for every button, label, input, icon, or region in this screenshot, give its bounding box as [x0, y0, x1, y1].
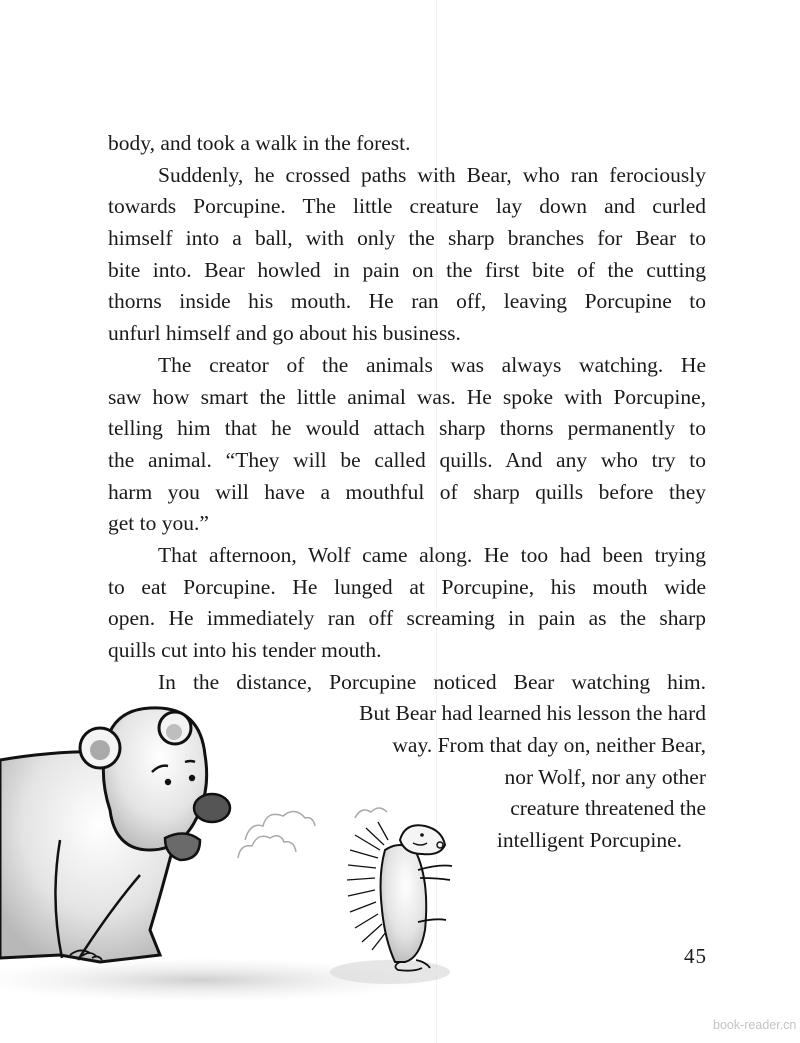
text-line: to eat Porcupine. He lunged at Porcupine, his mouth wide — [108, 574, 706, 599]
page-number: 45 — [684, 944, 707, 968]
watermark: book-reader.cn — [713, 1018, 797, 1032]
text-line: quills cut into his tender mouth. — [108, 638, 382, 662]
text-line: That afternoon, Wolf came along. He too had been trying — [158, 542, 706, 567]
text-line: unfurl himself and go about his business. — [108, 321, 461, 346]
bear-figure — [0, 708, 230, 962]
text-line: creature threatened the — [510, 796, 706, 821]
text-line: towards Porcupine. The little creature lay down and curled — [108, 194, 706, 219]
bear-porcupine-illustration — [0, 700, 470, 1020]
text-line: harm you will have a mouthful of sharp quills before they — [108, 479, 706, 504]
porcupine-figure — [347, 822, 452, 971]
text-line: But Bear had learned his lesson the hard — [359, 701, 706, 726]
text-line: himself into a ball, with only the sharp branches for Bear to — [108, 226, 706, 251]
text-line: way. From that day on, neither Bear, — [392, 733, 706, 758]
text-line: bite into. Bear howled in pain on the first bite of the cutting — [108, 257, 706, 282]
text-line: The creator of the animals was always watching. He — [158, 352, 706, 377]
text-line: open. He immediately ran off screaming in pain as the sharp — [108, 606, 706, 631]
text-line: saw how smart the little animal was. He spoke with Porcupine, — [108, 384, 706, 409]
text-line: get to you.” — [108, 511, 209, 536]
text-line: nor Wolf, nor any other — [504, 764, 706, 789]
text-line: telling him that he would attach sharp thorns permanently to — [108, 416, 706, 441]
text-line: Suddenly, he crossed paths with Bear, who ran ferociously — [158, 162, 706, 187]
text-line: body, and took a walk in the forest. — [108, 131, 411, 155]
text-line: In the distance, Porcupine noticed Bear watching him. — [158, 669, 706, 694]
text-line: the animal. “They will be called quills. And any who try to — [108, 447, 706, 472]
text-line: thorns inside his mouth. He ran off, leaving Porcupine to — [108, 289, 706, 314]
bear-nose — [194, 794, 230, 822]
text-line: intelligent Porcupine. — [496, 828, 682, 853]
